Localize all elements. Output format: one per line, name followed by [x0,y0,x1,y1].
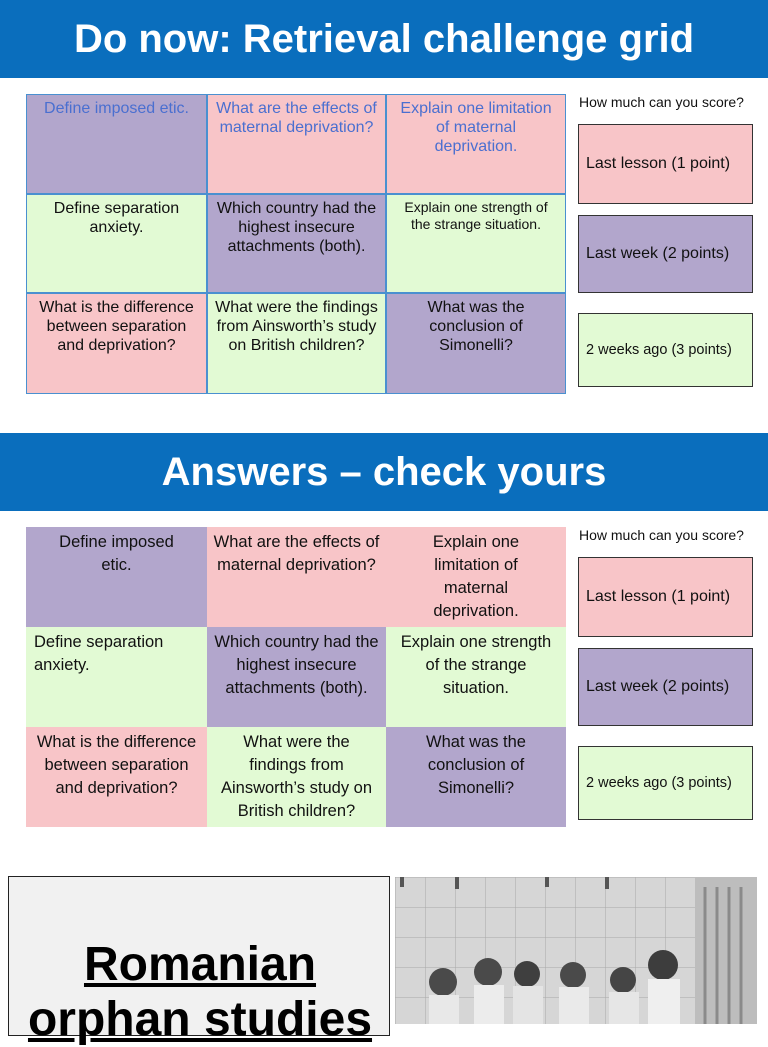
grid-cell: What is the difference between separation and deprivation? [26,293,207,394]
grid-cell: What was the conclusion of Simonelli? [386,293,566,394]
score-label: 2 weeks ago (3 points) [586,342,732,358]
score-prompt: How much can you score? [579,94,744,110]
grid-cell: What were the findings from Ainsworth’s study on British children? [207,727,386,827]
grid-cell: Which country had the highest insecure attachments (both). [207,194,386,293]
score-box-last-week [578,215,753,293]
grid-cell: Explain one limitation of maternal deprivation. [386,94,566,194]
grid-cell: What are the effects of maternal deprivation? [207,94,386,194]
score-label: Last week (2 points) [586,245,730,262]
grid-cell: Define separation anxiety. [26,627,207,727]
grid-cell: What is the difference between separation and deprivation? [26,727,207,827]
grid-cell: What were the findings from Ainsworth’s study on British children? [207,293,386,394]
score-box-last-lesson [578,557,753,637]
grid-cell: Explain one limitation of maternal deprivation. [386,527,566,627]
score-label: 2 weeks ago (3 points) [586,775,732,791]
section1-title-banner [0,0,768,78]
section2-title: Answers – check yours [161,449,607,494]
score-label: Last week (2 points) [586,678,730,695]
score-box-two-weeks [578,746,753,820]
topic-title-box [8,876,390,1047]
retrieval-grid [26,94,566,394]
score-box-last-lesson [578,124,753,204]
score-box-two-weeks [578,313,753,387]
grid-cell: Define separation anxiety. [26,194,207,293]
score-label: Last lesson (1 point) [586,155,731,172]
orphan-children-photo [395,877,757,1024]
score-label: Last lesson (1 point) [586,588,731,605]
grid-cell: Explain one strength of the strange situation. [386,627,566,727]
score-prompt: How much can you score? [579,527,744,543]
answers-grid [26,527,566,827]
topic-title: Romanian orphan studies [27,938,373,1047]
grid-cell: Explain one strength of the strange situation. [386,194,566,293]
grid-cell: What are the effects of maternal deprivation? [207,527,386,627]
grid-cell: What was the conclusion of Simonelli? [386,727,566,827]
grid-cell: Which country had the highest insecure attachments (both). [207,627,386,727]
grid-cell: Define imposed etic. [26,527,207,627]
photo-illustration [395,877,757,1024]
score-box-last-week [578,648,753,726]
section2-title-banner [0,433,768,511]
section1-title: Do now: Retrieval challenge grid [73,16,695,61]
grid-cell: Define imposed etic. [26,94,207,194]
